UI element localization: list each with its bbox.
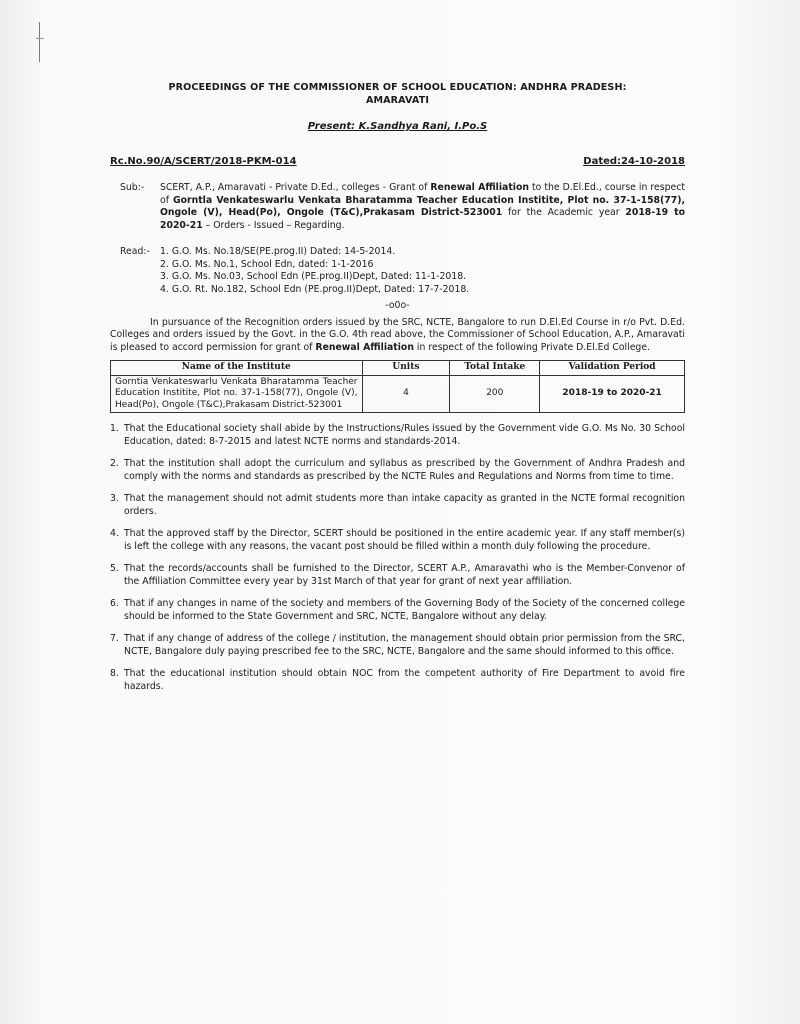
units-cell: 4: [362, 375, 450, 413]
read-item: 4. G.O. Rt. No.182, School Edn (PE.prog.II)Dept, Dated: 17-7-2018.: [160, 283, 470, 295]
condition-item: [110, 458, 685, 483]
table-row: [111, 375, 685, 413]
condition-item: [110, 633, 685, 658]
condition-text: That the institution shall adopt the curriculum and syllabus as prescribed by the Government of Andhra Pradesh and comply with the norms and standards as prescribed by the NCTE Rules and Regulations and Norms from time to time.: [124, 458, 685, 482]
subject-part-3: for the Academic year: [508, 207, 620, 218]
read-item: 1. G.O. Ms. No.18/SE(PE.prog.II) Dated: 14-5-2014.: [160, 246, 396, 257]
validation-period-cell: 2018-19 to 2020-21: [540, 375, 685, 413]
condition-number: 2.: [110, 458, 119, 469]
condition-item: [110, 668, 685, 693]
conditions-list: [110, 423, 685, 693]
reference-line: [110, 156, 685, 169]
intake-cell: 200: [450, 375, 540, 413]
institute-name-cell: Gorntia Venkateswarlu Venkata Bharatamma Teacher Education Institite, Plot no. 37-1-158(77), Ongole (V), Head(Po), Ongole (T&C),Prakasam District-523001: [111, 375, 363, 413]
condition-text: That the records/accounts shall be furnished to the Director, SCERT A.P., Amaravathi who is the Member-Convenor of the Affiliation Committee every year by 31st March of that year for grant of next year affiliation.: [124, 563, 685, 587]
subject-text: [160, 182, 685, 232]
intro-text-2: in respect of the following Private D.El.Ed College.: [416, 341, 651, 353]
condition-number: 4.: [110, 528, 119, 539]
condition-text: That the approved staff by the Director, SCERT should be positioned in the entire academic year. If any staff member(s) is left the college with any reasons, the vacant post should be filled within a month duly following the procedure.: [124, 528, 685, 552]
condition-text: That the Educational society shall abide by the Instructions/Rules issued by the Government vide G.O. Ms No. 30 School Education, dated: 8-7-2015 and latest NCTE norms and standards-2014.: [124, 423, 685, 447]
condition-item: [110, 423, 685, 448]
read-label: Read:-: [120, 246, 150, 257]
condition-text: That if any changes in name of the society and members of the Governing Body of the Society of the concerned college should be informed to the State Government and SRC, NCTE, Bangalore without any delay.: [124, 598, 685, 622]
column-header: Total Intake: [450, 361, 540, 376]
column-header: Units: [362, 361, 450, 376]
read-list: [160, 246, 685, 296]
column-header: Name of the Institute: [111, 361, 363, 376]
condition-text: That the educational institution should obtain NOC from the competent authority of Fire Department to avoid fire hazards.: [124, 668, 685, 692]
institute-table: [110, 360, 685, 413]
condition-number: 7.: [110, 633, 119, 644]
proceedings-document: [110, 82, 685, 693]
scan-mark-horizontal: [36, 38, 44, 39]
subject-block: [110, 182, 685, 232]
condition-item: [110, 528, 685, 553]
condition-number: 6.: [110, 598, 119, 609]
condition-number: 1.: [110, 423, 119, 434]
scan-mark-vertical: [39, 22, 40, 62]
condition-item: [110, 493, 685, 518]
subject-label: Sub:-: [120, 182, 145, 193]
read-block: [110, 246, 685, 296]
condition-text: That the management should not admit students more than intake capacity as granted in the NCTE formal recognition orders.: [124, 493, 685, 517]
condition-text: That if any change of address of the college / institution, the management should obtain prior permission from the SRC, NCTE, Bangalore duly paying prescribed fee to the SRC, NCTE, Bangalore and the same should informed to this office.: [124, 633, 685, 657]
subject-institute: Gorntla Venkateswarlu Venkata Bharatamma Teacher Education Institite, Plot no. 37-1-158(77), Ongole (V), Head(Po), Ongole (T&C),Prakasam District-523001: [160, 194, 685, 218]
condition-number: 3.: [110, 493, 119, 504]
intro-text-1: In pursuance of the Recognition orders issued by the SRC, NCTE, Bangalore to run D.El.Ed Course in r/o Pvt. D.Ed. Colleges and orders issued by the Govt. in the G.O. 4th read above, the Commissioner of School Education, A.P., Amaravati is pleased to accord permission for grant of: [110, 316, 685, 353]
read-item: 3. G.O. Ms. No.03, School Edn (PE.prog.II)Dept, Dated: 11-1-2018.: [160, 271, 467, 282]
header-line-2: AMARAVATI: [365, 94, 430, 106]
scan-margin-mark: [36, 22, 44, 62]
document-header: [110, 82, 685, 107]
condition-number: 5.: [110, 563, 119, 574]
read-item: 2. G.O. Ms. No.1, School Edn, dated: 1-1-2016: [160, 258, 374, 270]
condition-item: [110, 563, 685, 588]
condition-number: 8.: [110, 668, 119, 679]
intro-paragraph: [110, 317, 685, 355]
intro-bold: Renewal Affiliation: [315, 341, 414, 353]
subject-bold-1: Renewal Affiliation: [430, 182, 529, 193]
condition-item: [110, 598, 685, 623]
subject-years: 2018-19 to 2020-21: [160, 207, 685, 231]
subject-part-2: to the D.El.Ed., course in respect of: [160, 182, 685, 206]
column-header: Validation Period: [540, 361, 685, 376]
present-officer: Present: K.Sandhya Rani, I.Po.S: [307, 121, 488, 132]
reference-date: Dated:24-10-2018: [583, 155, 685, 167]
table-header-row: [111, 361, 685, 376]
subject-part-1: SCERT, A.P., Amaravati - Private D.Ed., colleges - Grant of: [160, 182, 428, 193]
subject-part-4: – Orders - Issued – Regarding.: [205, 219, 345, 231]
header-line-1: PROCEEDINGS OF THE COMMISSIONER OF SCHOOL EDUCATION: ANDHRA PRADESH:: [168, 82, 627, 93]
reference-number: Rc.No.90/A/SCERT/2018-PKM-014: [110, 155, 297, 167]
section-separator: -o0o-: [385, 300, 410, 311]
